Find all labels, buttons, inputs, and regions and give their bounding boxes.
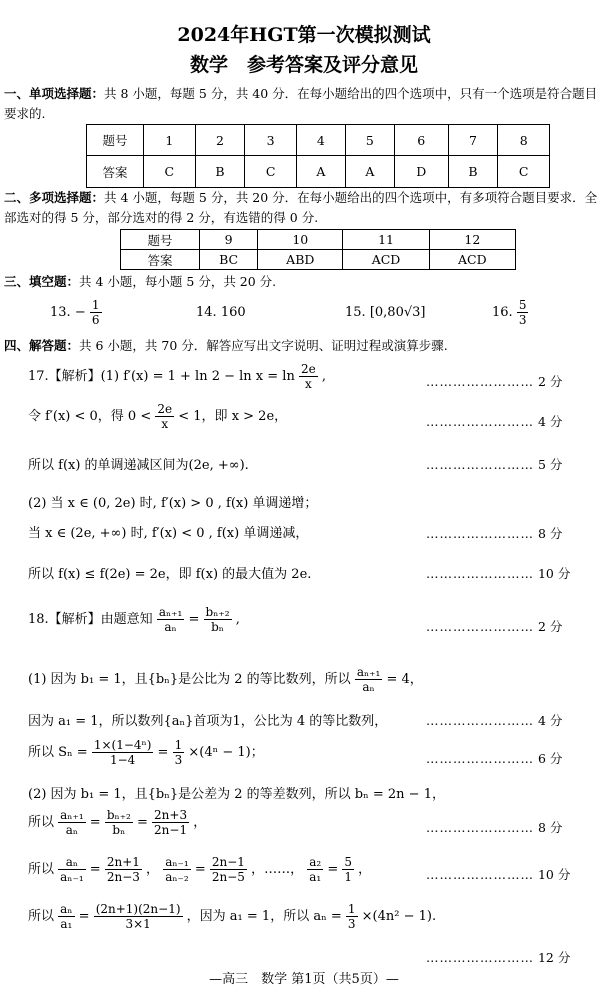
text: ， — [358, 862, 372, 877]
section2-text: 共 4 小题，每题 5 分，共 20 分．在每小题给出的四个选项中，有多项符合题目要求．全部选对的得 5 分，部分选对的得 2 分，有选错的得 0 分. — [4, 190, 598, 225]
denominator: a₁ — [309, 870, 322, 884]
denominator: aₙ — [164, 620, 177, 634]
fraction — [157, 605, 185, 634]
page-title: 2024年HGT第一次模拟测试 — [177, 24, 431, 46]
score-text: 6 分 — [537, 751, 563, 766]
leader-dots: …………………… — [426, 751, 534, 766]
score-text: 4 分 — [537, 414, 563, 429]
section3-intro — [4, 272, 604, 292]
section2-intro — [4, 188, 604, 228]
score-text: 2 分 — [537, 619, 563, 634]
table-cell: 1 — [144, 125, 196, 156]
numerator: 2n−1 — [211, 855, 245, 869]
text: ， — [146, 862, 160, 877]
denominator: aₙ — [65, 823, 79, 837]
table-cell: 2 — [195, 125, 245, 156]
question-number: 16. — [492, 305, 513, 320]
q18-line-7: 所以 $\frac{\text{aₙ}}{\text{aₙ₋₁}}$ = $\frac{2n+1}{2n-3}$ ， $\frac{\text{aₙ₋₁}}{\text{aₙ₋₂}}$ = $\frac{2n-1}{2n-5}$ ，……， $\frac{\text{a₂}}{\text{a₁}}$ = $\frac{5}{1}$ ， — [28, 855, 372, 884]
score-text: 10 分 — [537, 867, 571, 882]
fraction — [307, 855, 323, 884]
table-answer-label: 答案 — [87, 156, 144, 188]
text: ×(4n² − 1). — [361, 909, 437, 924]
section4-heading: 四、解答题： — [4, 338, 80, 353]
q17-line-3: 所以 f(x) 的单调递减区间为(2e, +∞). — [28, 458, 249, 473]
score-mark — [426, 711, 563, 729]
numerator: 1 — [347, 902, 356, 916]
score-mark — [426, 564, 571, 582]
denominator: bₙ — [112, 823, 126, 837]
score-text: 12 分 — [537, 950, 571, 965]
leader-dots: …………………… — [426, 820, 534, 835]
table-cell: C — [245, 156, 297, 188]
text: , — [321, 369, 326, 384]
numerator: (2n+1)(2n−1) — [95, 902, 181, 916]
fraction — [90, 298, 102, 327]
text: , — [235, 612, 240, 627]
table-answer-row — [87, 156, 550, 188]
page-footer: —高三 数学 第1页（共5页）— — [209, 972, 399, 987]
text: < 1，即 x > 2e， — [178, 409, 288, 424]
q18-line-3: 因为 a₁ = 1，所以数列{aₙ}首项为1，公比为 4 的等比数列， — [28, 714, 388, 729]
denominator: 1−4 — [109, 753, 136, 767]
text: 所以 — [28, 862, 55, 877]
text: = — [157, 745, 169, 760]
fraction — [342, 855, 354, 884]
q17-line-6: 所以 f(x) ≤ f(2e) = 2e，即 f(x) 的最大值为 2e. — [28, 567, 312, 582]
table-cell: 6 — [394, 125, 448, 156]
numerator: aₙ₋₁ — [165, 855, 189, 869]
q17-line-1 — [28, 362, 326, 391]
q17-line-4: (2) 当 x ∈ (0, 2e) 时, f′(x) > 0 , f(x) 单调递增； — [28, 496, 318, 511]
numerator: 1 — [174, 738, 183, 752]
fraction — [58, 902, 74, 931]
q17-line-5: 当 x ∈ (2e, +∞) 时, f′(x) < 0 , f(x) 单调递减， — [28, 526, 309, 541]
denominator: aₙ₋₁ — [60, 870, 84, 884]
q18-line-4 — [28, 738, 264, 767]
fraction — [58, 855, 86, 884]
leader-dots: …………………… — [426, 566, 534, 581]
text: ×(4ⁿ − 1)； — [188, 745, 264, 760]
denominator: x — [304, 377, 312, 391]
numerator: 2e — [157, 402, 173, 416]
table-answer-label: 答案 — [121, 250, 200, 270]
q18-line-8: 所以 $\frac{\text{aₙ}}{\text{a₁}}$ = $\frac{(2n+1)(2n-1)}{3\times 1}$ ，因为 a₁ = 1，所以 aₙ = $\frac{1}{3}$ ×(4n² − 1). — [28, 902, 437, 931]
score-text: 5 分 — [537, 457, 563, 472]
table-cell: ACD — [343, 250, 429, 270]
fraction — [346, 902, 358, 931]
single-choice-answer-table — [86, 124, 550, 188]
numerator: aₙ₊₁ — [356, 665, 381, 679]
table-cell: ABD — [258, 250, 343, 270]
score-text: 8 分 — [537, 526, 563, 541]
text: 所以 — [28, 909, 55, 924]
fraction — [92, 738, 154, 767]
section4-intro — [4, 336, 604, 356]
table-cell: 7 — [448, 125, 498, 156]
denominator: a₁ — [60, 917, 73, 931]
score-mark — [426, 818, 563, 836]
q18-line-6: 所以 $\frac{\text{aₙ₊₁}}{\text{aₙ}}$ = $\frac{\text{bₙ₊₂}}{\text{bₙ}}$ = $\frac{2n+3}{2n-1}$ ， — [28, 808, 207, 837]
denominator: 2n−3 — [106, 870, 140, 884]
denominator: x — [161, 417, 169, 431]
table-cell: 10 — [258, 230, 343, 250]
text: ， — [193, 815, 207, 830]
denominator: 2n−1 — [154, 823, 188, 837]
numerator: 2n+1 — [106, 855, 140, 869]
table-cell: D — [394, 156, 448, 188]
table-cell: BC — [200, 250, 258, 270]
table-cell: B — [448, 156, 498, 188]
fraction — [163, 855, 191, 884]
table-cell: A — [345, 156, 394, 188]
text: = — [188, 612, 200, 627]
fill-answer-13 — [50, 298, 102, 327]
q18-line-5: (2) 因为 b₁ = 1，且{bₙ}是公差为 2 的等差数列，所以 bₙ = 2n − 1， — [28, 787, 445, 802]
score-text: 4 分 — [537, 713, 563, 728]
fill-answer-15 — [345, 305, 425, 320]
numerator: aₙ — [58, 855, 86, 870]
fraction — [299, 362, 318, 391]
question-number: 13. — [50, 305, 71, 320]
score-mark — [426, 524, 563, 542]
fraction — [94, 902, 183, 931]
denominator: 1 — [344, 870, 352, 884]
numerator: 2e — [300, 362, 316, 376]
numerator: bₙ₊₂ — [205, 605, 230, 619]
denominator: aₙ — [362, 680, 375, 694]
score-mark — [426, 455, 563, 473]
numerator: aₙ₊₁ — [60, 808, 84, 822]
q17-line-2 — [28, 402, 287, 431]
q18-line-2 — [28, 665, 423, 694]
table-header-row — [121, 230, 516, 250]
score-text: 2 分 — [537, 374, 563, 389]
multi-choice-answer-table — [120, 229, 516, 270]
text: (1) 因为 b₁ = 1，且{bₙ}是公比为 2 的等比数列，所以 — [28, 672, 351, 687]
fill-answer-16 — [492, 298, 528, 327]
score-mark — [426, 617, 563, 635]
text: ，因为 a₁ = 1，所以 aₙ = — [186, 909, 342, 924]
section3-text: 共 4 小题，每小题 5 分，共 20 分. — [79, 274, 277, 289]
fraction — [210, 855, 247, 884]
section3-heading: 三、填空题： — [4, 274, 80, 289]
numerator: 2n+3 — [154, 808, 188, 822]
q18-line-1 — [28, 605, 240, 634]
leader-dots: …………………… — [426, 526, 534, 541]
section1-text: 共 8 小题，每题 5 分，共 40 分．在每小题给出的四个选项中，只有一个选项是符合题目要求的. — [4, 86, 598, 121]
text: = 4， — [386, 672, 423, 687]
fraction — [58, 808, 86, 837]
score-text: 10 分 — [537, 566, 571, 581]
leader-dots: …………………… — [426, 457, 534, 472]
fraction — [152, 808, 189, 837]
numerator: 1×(1−4ⁿ) — [93, 738, 152, 752]
text: 令 f′(x) < 0，得 0 < — [28, 409, 152, 424]
numerator: 1 — [91, 298, 100, 312]
question-number: 14. — [196, 305, 217, 320]
numerator: 5 — [344, 855, 352, 869]
numerator: bₙ₊₂ — [106, 808, 131, 822]
table-cell: A — [296, 156, 345, 188]
table-cell: 11 — [343, 230, 429, 250]
fraction — [173, 738, 185, 767]
answer-value: 160 — [220, 305, 246, 320]
denominator: bₙ — [211, 620, 224, 634]
score-mark — [426, 749, 563, 767]
text: 所以 — [28, 815, 55, 830]
section1-heading: 一、单项选择题： — [4, 86, 105, 101]
denominator: 2n−5 — [211, 870, 245, 884]
denominator: 3 — [347, 917, 356, 931]
table-cell: 9 — [200, 230, 258, 250]
table-cell: 4 — [296, 125, 345, 156]
fraction — [204, 605, 232, 634]
text: 17.【解析】(1) f′(x) = 1 + ln 2 − ln x = ln — [28, 369, 295, 384]
fill-answer-14 — [196, 305, 246, 320]
leader-dots: …………………… — [426, 950, 534, 965]
section1-intro — [4, 84, 604, 124]
numerator: a₂ — [309, 855, 322, 869]
leader-dots: …………………… — [426, 414, 534, 429]
table-header-label: 题号 — [87, 125, 144, 156]
denominator: 3×1 — [125, 917, 151, 931]
answer-value: [0,80√3] — [369, 305, 426, 320]
table-header-label: 题号 — [121, 230, 200, 250]
question-number: 15. — [345, 305, 366, 320]
text: ，……， — [251, 862, 304, 877]
denominator: 6 — [91, 313, 100, 327]
score-text: 8 分 — [537, 820, 563, 835]
score-mark — [426, 865, 571, 883]
leader-dots: …………………… — [426, 619, 534, 634]
score-mark — [426, 412, 563, 430]
leader-dots: …………………… — [426, 374, 534, 389]
fraction — [105, 855, 142, 884]
numerator: aₙ — [60, 902, 73, 916]
table-cell: B — [195, 156, 245, 188]
denominator: 3 — [174, 753, 183, 767]
page-subtitle: 数学 参考答案及评分意见 — [189, 54, 418, 76]
table-cell: 12 — [429, 230, 515, 250]
table-cell: 5 — [345, 125, 394, 156]
table-cell: 8 — [498, 125, 550, 156]
table-cell: C — [498, 156, 550, 188]
table-cell: ACD — [429, 250, 515, 270]
table-cell: C — [144, 156, 196, 188]
leader-dots: …………………… — [426, 867, 534, 882]
leader-dots: …………………… — [426, 713, 534, 728]
denominator: aₙ₋₂ — [165, 870, 189, 884]
text: 所以 Sₙ = — [28, 745, 88, 760]
numerator: aₙ₊₁ — [158, 605, 183, 619]
score-mark — [426, 372, 563, 390]
table-answer-row — [121, 250, 516, 270]
section2-heading: 二、多项选择题： — [4, 190, 105, 205]
fraction — [517, 298, 529, 327]
fraction — [155, 402, 174, 431]
section4-text: 共 6 小题，共 70 分．解答应写出文字说明、证明过程或演算步骤. — [79, 338, 448, 353]
text: 18.【解析】由题意知 — [28, 612, 153, 627]
fraction — [105, 808, 133, 837]
fraction — [355, 665, 383, 694]
table-header-row — [87, 125, 550, 156]
table-cell: 3 — [245, 125, 297, 156]
score-mark — [426, 948, 571, 966]
numerator: 5 — [518, 298, 527, 312]
minus-sign: − — [74, 305, 86, 320]
denominator: 3 — [518, 313, 527, 327]
